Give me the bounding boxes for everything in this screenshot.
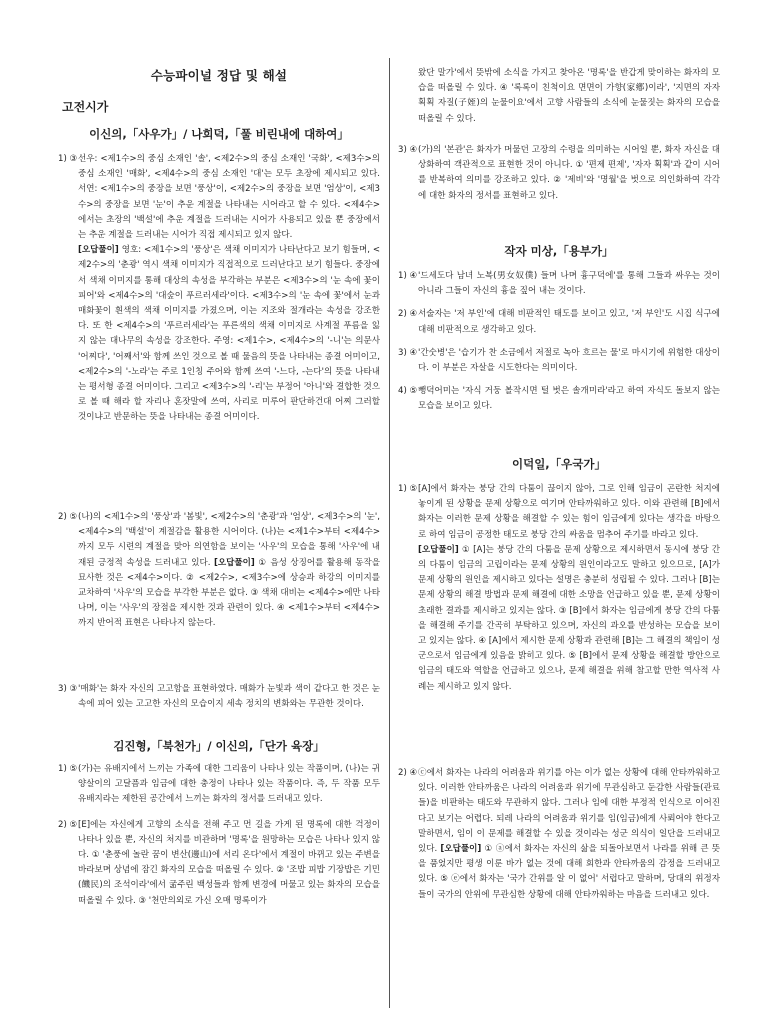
answer-item: 2) ⑤ [E]에는 자신에게 고향의 소식을 전해 주고 먼 길을 가게 된 명록에 대한 걱정이 나타나 있을 뿐, 자신의 처지를 비관하며 '명록'을 원망하는 모습은 나타나 있지 않다. ① '춘풍에 놀란 꿈이 변산(邊山)에 서리 온다'에서 계절이 바뀌고 있는 주변을 바라보며 상념에 잠긴 화자의 모습을 떠올릴 수 있다. ② '조밥 피밥 기장밥은 기민(饑民)의 조석이라'에서 굶주린 백성들과 함께 변경에 머물고 있는 화자의 모습을 떠올릴 수 있다. ③ '천만의외로 가신 오매 명록이가 [58,818,380,909]
answer-item: 1) ④ '드세도다 남녀 노복(男女奴僕) 들며 나며 흉구덕에'를 통해 그들과 싸우는 것이 아니라 그들이 자신의 흉을 짚어 내는 것이다. [398,269,720,299]
answer-text: '드세도다 남녀 노복(男女奴僕) 들며 나며 흉구덕에'를 통해 그들과 싸우는 것이 아니라 그들이 자신의 흉을 짚어 내는 것이다. [418,271,720,297]
answer-text: [E]에는 자신에게 고향의 소식을 전해 주고 먼 길을 가게 된 명록에 대한 걱정이 나타나 있을 뿐, 자신의 처지를 비관하며 '명록'을 원망하는 모습은 나타나 있지 않다. ① '춘풍에 놀란 꿈이 변산(邊山)에 서리 온다'에서 계절이 바뀌고 있는 주변을 바라보며 상념에 잠긴 화자의 모습을 떠올릴 수 있다. ② '조밥 피밥 기장밥은 기민(饑民)의 조석이라'에서 굶주린 백성들과 함께 변경에 머물고 있는 화자의 모습을 떠올릴 수 있다. ③ '천만의외로 가신 오매 명록이가 [78,819,380,906]
left-column [58,0,380,1024]
poem1-block [58,126,380,426]
poem-title: 김진형,「북천가」/ 이신의,「단가 육장」 [113,739,325,753]
answer-text: (가)는 유배지에서 느끼는 가족에 대한 그리움이 나타나 있는 작품이며, (나)는 귀양살이의 고달픔과 임금에 대한 충정이 나타나 있는 작품이다. 즉, 두 작품 모두 유배지라는 제한된 공간에서 느끼는 화자의 정서를 드러내고 있다. [78,764,380,805]
answer-text: 왔단 말가'에서 뜻밖에 소식을 가지고 찾아온 '명록'을 반갑게 맞이하는 화자의 모습을 떠올릴 수 있다. ④ '록록이 친척이요 면면이 가향(家鄕)이라', '지면의 자자 획획 자질(子姪)의 눈물이요'에서 고향 사람들의 소식에 눈물짓는 화자의 모습을 떠올릴 수 있다. [418,68,720,124]
wrong-answer-label: [오답풀이] [418,544,459,555]
poem3-block [398,243,720,415]
q2-woogook-block [398,766,720,903]
answer-item: 1) ⑤ (가)는 유배지에서 느끼는 가족에 대한 그리움이 나타나 있는 작품이며, (나)는 귀양살이의 고달픔과 임금에 대한 충정이 나타나 있는 작품이다. 즉, 두 작품 모두 유배지라는 제한된 공간에서 느끼는 화자의 정서를 드러내고 있다. [58,762,380,808]
poem-title: 이덕일,「우국가」 [511,457,607,471]
wrong-answer-note: [오답풀이] 영호: <제1수>의 '풍상'은 색채 이미지가 나타난다고 보기 힘들며, <제2수>의 '춘광' 역시 색채 이미지가 직접적으로 드러난다고 보기 힘들다. 중장에서 색채 이미지를 통해 대상의 속성을 부각하는 부분은 <제3수>의 '눈 속에 꽃이 피어'와 <제4수>의 '대숲이 푸르러세라'이다. <제3수>의 '눈 속에 꽃'에서 눈과 매화꽃이 흰색의 색채 이미지를 가졌으며, 이는 지조와 절개라는 속성을 강조한다. 또 한 <제4수>의 '푸르러세라'는 푸른색의 색채 이미지로 사계절 푸름을 잃지 않는 대나무의 속성을 강조한다. 주영: <제1수>, <제4수>의 '-니'는 의문사 '어찌다', '어째서'와 함께 쓰인 것으로 볼 때 물음의 뜻을 나타내는 종결 어미이고, <제2수>의 '-노라'는 주로 1인칭 주어와 함께 쓰여 '-느다, -는다'의 뜻을 나타내는 평서형 종결 어미이다. 그리고 <제3수>의 '-리'는 부정어 '아니'와 결합한 것으로 볼 때 해라 할 자리나 혼잣말에 쓰여, 사리로 미루어 판단하건대 어찌 그러할 것이냐고 반문하는 뜻을 나타내는 종결 어미이다. [78,245,380,423]
answer-continuation [398,66,720,127]
answer-item: 2) ④ ⓒ에서 화자는 나라의 어려움과 위기를 아는 이가 없는 상황에 대해 안타까워하고 있다. 이러한 안타까움은 나라의 어려움과 위기에 무관심하고 둔감한 사람들(관료들)을 비판하는 태도와 무관하지 않다. 그러나 임에 대한 부정적 인식으로 이어진다고 보기는 어렵다. 되레 나라의 어려움과 위기를 임(임금)에게 사뢰어야 한다고 말하면서, 임이 이 문제를 해결할 수 있을 것이라는 성군 의식이 일단을 드러내고 있다. [오답풀이] ① ⓐ에서 화자는 자신의 삶을 되돌아보면서 나라를 위해 큰 뜻을 품었지만 평생 이룬 바가 없는 것에 대해 회한과 안타까움의 감정을 드러내고 있다. ⑤ ⓔ에서 화자는 '국가 간위를 알 이 없어' 서럽다고 말하며, 당대의 위정자들이 국가의 안위에 무관심한 상황에 대해 안타까워하는 마음을 드러내고 있다. [398,766,720,903]
poem-title: 작자 미상,「용부가」 [504,244,614,258]
poem-title: 이신의,「사우가」/ 나희덕,「풀 비린내에 대하여」 [89,127,349,141]
wrong-answer-label: [오답풀이] [213,557,255,568]
document-title: 수능파이널 정답 및 해설 [150,68,288,83]
poem2-block [58,738,380,909]
answer-item: 1) ⑤ [A]에서 화자는 붕당 간의 다툼이 끊이지 않아, 그로 인해 임금이 곤란한 처지에 놓이게 된 상황을 문제 상황으로 여기며 안타까워하고 있다. 이와 관련해 [B]에서 화자는 이러한 문제 상황을 해결할 수 있는 힘이 임금에게 있다는 생각을 바탕으로 하여 임금이 공정한 태도로 붕당 간의 싸움을 멈추어 주기를 바라고 있다. [오답풀이] ① [A]는 붕당 간의 다툼을 문제 상황으로 제시하면서 동시에 붕당 간의 다툼이 임금의 고립이라는 문제 상황의 원인이라고도 말하고 있으므로, [A]가 문제 상황의 원인을 제시하고 있다는 설명은 충분히 성립될 수 있다. 그러나 [B]는 문제 상황의 해결 방법과 문제 해결에 대한 소망을 언급하고 있을 뿐, 문제 상황이 초래한 결과를 제시하고 있지는 않다. ③ [B]에서 화자는 임금에게 붕당 간의 다툼을 해결해 주기를 간곡히 부탁하고 있으며, 자신의 과오를 반성하는 모습을 보이고 있지는 않다. ④ [A]에서 제시한 문제 상황과 관련해 [B]는 그 해결의 책임이 성군으로서 임금에게 있음을 밝히고 있다. ⑤ [B]에서 문제 상황을 해결할 방안으로 임금의 태도와 역할을 언급하고 있으나, 문제 해결을 위해 참고할 만한 역사적 사례는 제시하고 있지 않다. [398,482,720,695]
answer-item: 1) ③ 선우: <제1수>의 중심 소재인 '솔', <제2수>의 중심 소재인 '국화', <제3수>의 중심 소재인 '매화', <제4수>의 중심 소재인 '대'는 모두 초장에 제시되고 있다. 서연: <제1수>의 중장을 보면 '풍상'이, <제2수>의 중장을 보면 '엄상'이, <제3수>의 중장을 보면 '눈'이 추운 계절을 나타내는 시어라고 할 수 있다. <제4수>에서는 초장의 '백설'에 추운 계절을 드러내는 시어가 사용되고 있을 뿐 중장에서는 추운 계절을 드러내는 시어가 직접 제시되고 있지 않다. [오답풀이] 영호: <제1수>의 '풍상'은 색채 이미지가 나타난다고 보기 힘들며, <제2수>의 '춘광' 역시 색채 이미지가 직접적으로 드러난다고 보기 힘들다. 중장에서 색채 이미지를 통해 대상의 속성을 부각하는 부분은 <제3수>의 '눈 속에 꽃이 피어'와 <제4수>의 '대숲이 푸르러세라'이다. <제3수>의 '눈 속에 꽃'에서 눈과 매화꽃이 흰색의 색채 이미지를 가졌으며, 이는 지조와 절개라는 속성을 강조한다. 또 한 <제4수>의 '푸르러세라'는 푸른색의 색채 이미지로 사계절 푸름을 잃지 않는 대나무의 속성을 강조한다. 주영: <제1수>, <제4수>의 '-니'는 의문사 '어찌다', '어째서'와 함께 쓰인 것으로 볼 때 물음의 뜻을 나타내는 종결 어미이고, <제2수>의 '-노라'는 주로 1인칭 주어와 함께 쓰여 '-느다, -는다'의 뜻을 나타내는 평서형 종결 어미이다. 그리고 <제3수>의 '-리'는 부정어 '아니'와 결합한 것으로 볼 때 해라 할 자리나 혼잣말에 쓰여, 사리로 미루어 판단하건대 어찌 그러할 것이냐고 반문하는 뜻을 나타내는 종결 어미이다. [58,152,380,426]
answer-text: 뺑덕어미는 '자식 거둥 볼작시면 털 벗은 솔개미라'라고 하여 자식도 돌보지 않는 모습을 보이고 있다. [418,386,720,412]
q3-block [58,682,380,712]
wrong-answer-label: [오답풀이] [78,245,119,256]
column-divider [389,58,390,1008]
answer-text: '매화'는 화자 자신의 고고함을 표현하였다. 매화가 눈빛과 색이 같다고 한 것은 눈 속에 피어 있는 고고한 자신의 모습이지 세속 정치의 변화와는 무관한 것이다. [78,684,380,710]
answer-text: 선우: <제1수>의 중심 소재인 '솔', <제2수>의 중심 소재인 '국화', <제3수>의 중심 소재인 '매화', <제4수>의 중심 소재인 '대'는 모두 초장에 제시되고 있다. 서연: <제1수>의 중장을 보면 '풍상'이, <제2수>의 중장을 보면 '엄상'이, <제3수>의 중장을 보면 '눈'이 추운 계절을 나타내는 시어라고 할 수 있다. <제4수>에서는 초장의 '백설'에 추운 계절을 드러내는 시어가 사용되고 있을 뿐 중장에서는 추운 계절을 드러내는 시어가 직접 제시되고 있지 않다. [78,154,380,241]
answer-text: (가)의 '본관'은 화자가 머물던 고장의 수령을 의미하는 시어일 뿐, 화자 자신을 대상화하여 객관적으로 표현한 것이 아니다. ① '편제 편제', '자자 획획'과 같이 시어를 반복하여 의미를 강조하고 있다. ② '제비'와 '명월'을 벗으로 의인화하여 각각에 대한 화자의 정서를 표현하고 있다. [418,145,720,201]
answer-text: [A]에서 화자는 붕당 간의 다툼이 끊이지 않아, 그로 인해 임금이 곤란한 처지에 놓이게 된 상황을 문제 상황으로 여기며 안타까워하고 있다. 이와 관련해 [B]에서 화자는 이러한 문제 상황을 해결할 수 있는 힘이 임금에게 있다는 생각을 바탕으로 하여 임금이 공정한 태도로 붕당 간의 싸움을 멈추어 주기를 바라고 있다. [418,484,720,540]
answer-text: 서술자는 '저 부인'에 대해 비판적인 태도를 보이고 있고, '저 부인'도 시집 식구에 대해 비판적으로 생각하고 있다. [418,309,720,335]
answer-item: 2) ④ 서술자는 '저 부인'에 대해 비판적인 태도를 보이고 있고, '저 부인'도 시집 식구에 대해 비판적으로 생각하고 있다. [398,307,720,337]
answer-text: ⓒ에서 화자는 나라의 어려움과 위기를 아는 이가 없는 상황에 대해 안타까워하고 있다. 이러한 안타까움은 나라의 어려움과 위기에 무관심하고 둔감한 사람들(관료들)을 비판하는 태도와 무관하지 않다. 그러나 임에 대한 부정적 인식으로 이어진다고 보기는 어렵다. 되레 나라의 어려움과 위기를 임(임금)에게 사뢰어야 한다고 말하면서, 임이 이 문제를 해결할 수 있을 것이라는 성군 의식이 일단을 드러내고 있다. [오답풀이] ① ⓐ에서 화자는 자신의 삶을 되돌아보면서 나라를 위해 큰 뜻을 품었지만 평생 이룬 바가 없는 것에 대해 회한과 안타까움의 감정을 드러내고 있다. ⑤ ⓔ에서 화자는 '국가 간위를 알 이 없어' 서럽다고 말하며, 당대의 위정자들이 국가의 안위에 무관심한 상황에 대해 안타까워하는 마음을 드러내고 있다. [418,768,720,900]
answer-item: 3) ③ '매화'는 화자 자신의 고고함을 표현하였다. 매화가 눈빛과 색이 같다고 한 것은 눈 속에 피어 있는 고고한 자신의 모습이지 세속 정치의 변화와는 무관한 것이다. [58,682,380,712]
answer-item: 3) ④ '간숫병'은 '습기가 찬 소금에서 저절로 녹아 흐르는 물'로 마시기에 위험한 대상이다. 이 부분은 자살을 시도한다는 의미이다. [398,346,720,376]
wrong-answer-label: [오답풀이] [440,844,482,855]
answer-text: '간숫병'은 '습기가 찬 소금에서 저절로 녹아 흐르는 물'로 마시기에 위험한 대상이다. 이 부분은 자살을 시도한다는 의미이다. [418,347,720,374]
poem4-block [398,456,720,695]
answer-text: (나)의 <제1수>의 '풍상'과 '봄빛', <제2수>의 '춘광'과 '엄상', <제3수>의 '눈', <제4수>의 '백설'이 계절감을 활용한 시어이다. (나)는 <제1수>부터 <제4수>까지 모두 시련의 계절을 맞아 의연함을 보이는 '사우'의 모습을 통해 '사우'에 내재된 긍정적 속성을 드러내고 있다. [오답풀이] ① 음성 상징어를 활용해 동작을 묘사한 것은 <제4수>이다. ② <제2수>, <제3수>에 상승과 하강의 이미지를 교차하여 '사우'의 모습을 부각한 부분은 없다. ③ 색채 대비는 <제4수>에만 나타나며, 이는 '사우'의 장점을 제시한 것과 관련이 있다. ④ <제1수>부터 <제4수>까지 반어적 표현은 나타나지 않는다. [78,512,380,629]
answer-item: 2) ⑤ (나)의 <제1수>의 '풍상'과 '봄빛', <제2수>의 '춘광'과 '엄상', <제3수>의 '눈', <제4수>의 '백설'이 계절감을 활용한 시어이다. (나)는 <제1수>부터 <제4수>까지 모두 시련의 계절을 맞아 의연함을 보이는 '사우'의 모습을 통해 '사우'에 내재된 긍정적 속성을 드러내고 있다. [오답풀이] ① 음성 상징어를 활용해 동작을 묘사한 것은 <제4수>이다. ② <제2수>, <제3수>에 상승과 하강의 이미지를 교차하여 '사우'의 모습을 부각한 부분은 없다. ③ 색채 대비는 <제4수>에만 나타나며, 이는 '사우'의 장점을 제시한 것과 관련이 있다. ④ <제1수>부터 <제4수>까지 반어적 표현은 나타나지 않는다. [58,510,380,632]
wrong-answer-note: [오답풀이] ① [A]는 붕당 간의 다툼을 문제 상황으로 제시하면서 동시에 붕당 간의 다툼이 임금의 고립이라는 문제 상황의 원인이라고도 말하고 있으므로, [A]가 문제 상황의 원인을 제시하고 있다는 설명은 충분히 성립될 수 있다. 그러나 [B]는 문제 상황의 해결 방법과 문제 해결에 대한 소망을 언급하고 있을 뿐, 문제 상황이 초래한 결과를 제시하고 있지는 않다. ③ [B]에서 화자는 임금에게 붕당 간의 다툼을 해결해 주기를 간곡히 부탁하고 있으며, 자신의 과오를 반성하는 모습을 보이고 있지는 않다. ④ [A]에서 제시한 문제 상황과 관련해 [B]는 그 해결의 책임이 성군으로서 임금에게 있음을 밝히고 있다. ⑤ [B]에서 문제 상황을 해결할 방안으로 임금의 태도와 역할을 언급하고 있으나, 문제 해결을 위해 참고할 만한 역사적 사례는 제시하고 있지 않다. [418,544,720,692]
answer-item: 4) ⑤ 뺑덕어미는 '자식 거둥 볼작시면 털 벗은 솔개미라'라고 하여 자식도 돌보지 않는 모습을 보이고 있다. [398,384,720,414]
q3-gaa-block [398,143,720,204]
answer-item: 3) ④ (가)의 '본관'은 화자가 머물던 고장의 수령을 의미하는 시어일 뿐, 화자 자신을 대상화하여 객관적으로 표현한 것이 아니다. ① '편제 편제', '자자 획획'과 같이 시어를 반복하여 의미를 강조하고 있다. ② '제비'와 '명월'을 벗으로 의인화하여 각각에 대한 화자의 정서를 표현하고 있다. [398,143,720,204]
q2-block [58,510,380,632]
continued-block [398,66,720,127]
section-heading: 고전시가 [62,100,109,114]
right-column [398,0,720,1024]
